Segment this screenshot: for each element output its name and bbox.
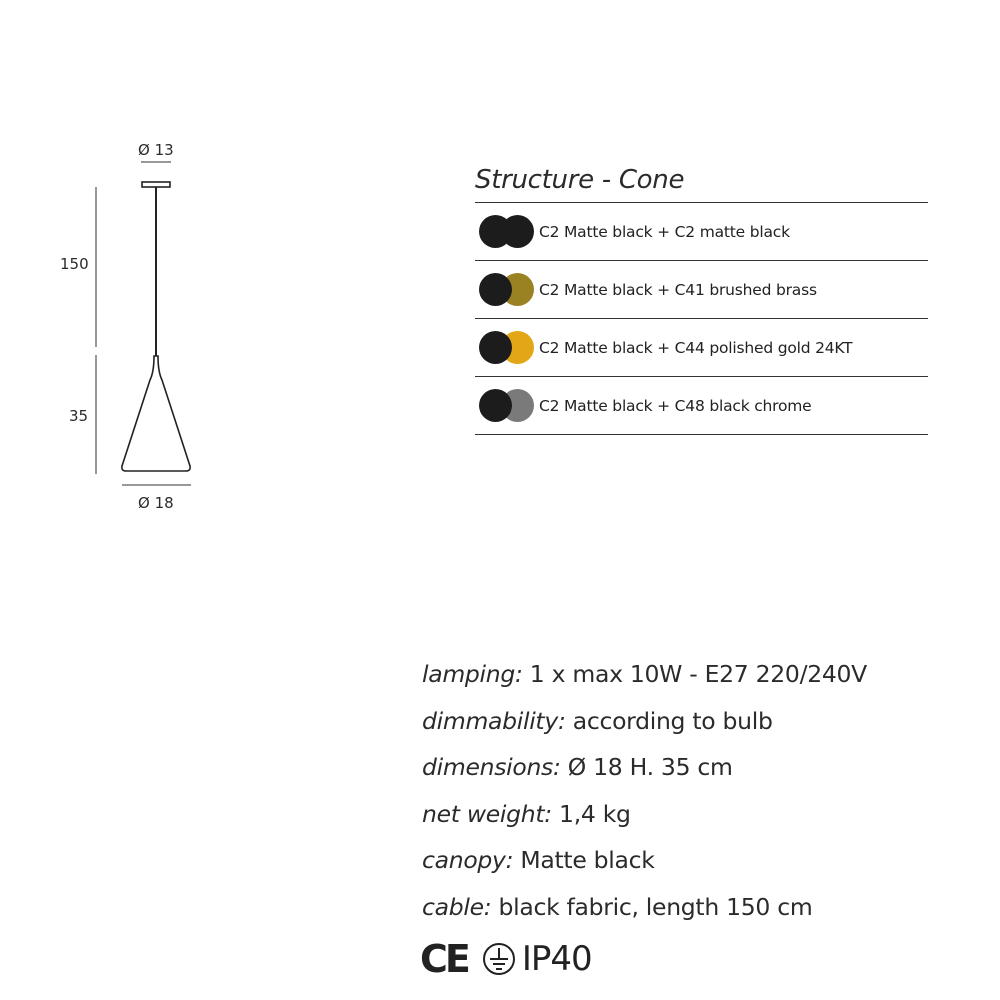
finish-label: C2 Matte black + C2 matte black — [539, 222, 790, 241]
spec-key: dimensions: — [422, 753, 561, 781]
finish-row — [475, 377, 928, 435]
spec-value: 1,4 kg — [551, 799, 631, 828]
shade-height-label: 35 — [69, 407, 89, 425]
spec-key: dimmability: — [422, 706, 566, 735]
spec-canopy — [422, 841, 867, 888]
certification-marks — [420, 938, 592, 980]
color-swatch — [479, 389, 512, 422]
spec-value: 1 x max 10W - E27 220/240V — [522, 660, 867, 688]
finish-row — [475, 261, 928, 319]
spec-cable — [422, 888, 867, 935]
spec-key: net weight: — [422, 799, 552, 828]
spec-key: lamping: — [422, 660, 523, 688]
structure-title: Structure - Cone — [475, 160, 928, 203]
finish-swatches — [475, 389, 539, 423]
color-swatch — [479, 331, 512, 364]
finish-row — [475, 203, 928, 261]
lamp-drawing — [0, 0, 260, 530]
ground-icon — [482, 942, 516, 976]
canopy-diameter-label: Ø 13 — [138, 141, 174, 159]
canopy — [142, 182, 170, 187]
spec-lamping — [422, 655, 867, 702]
color-swatch — [479, 273, 512, 306]
spec-value: Matte black — [513, 846, 655, 874]
spec-value: according to bulb — [565, 706, 773, 735]
spec-key: cable: — [422, 892, 492, 921]
spec-dimmability — [422, 702, 867, 749]
finish-label: C2 Matte black + C44 polished gold 24KT — [539, 338, 853, 357]
cone-shade — [122, 356, 190, 471]
spec-net-weight — [422, 795, 867, 842]
spec-value: black fabric, length 150 cm — [491, 892, 813, 921]
ce-mark-icon: CE — [420, 937, 468, 981]
ip-rating: IP40 — [521, 939, 592, 979]
spec-value: Ø 18 H. 35 cm — [560, 753, 733, 781]
finishes-table — [475, 160, 928, 435]
finish-row — [475, 319, 928, 377]
cable-length-label: 150 — [60, 255, 89, 273]
specifications — [422, 655, 867, 934]
shade-diameter-label: Ø 18 — [138, 494, 174, 512]
spec-dimensions — [422, 748, 867, 795]
finish-swatches — [475, 331, 539, 365]
finish-label: C2 Matte black + C41 brushed brass — [539, 280, 817, 299]
color-swatch — [479, 215, 512, 248]
finish-swatches — [475, 215, 539, 249]
finish-swatches — [475, 273, 539, 307]
finish-label: C2 Matte black + C48 black chrome — [539, 396, 812, 415]
spec-key: canopy: — [422, 846, 514, 874]
